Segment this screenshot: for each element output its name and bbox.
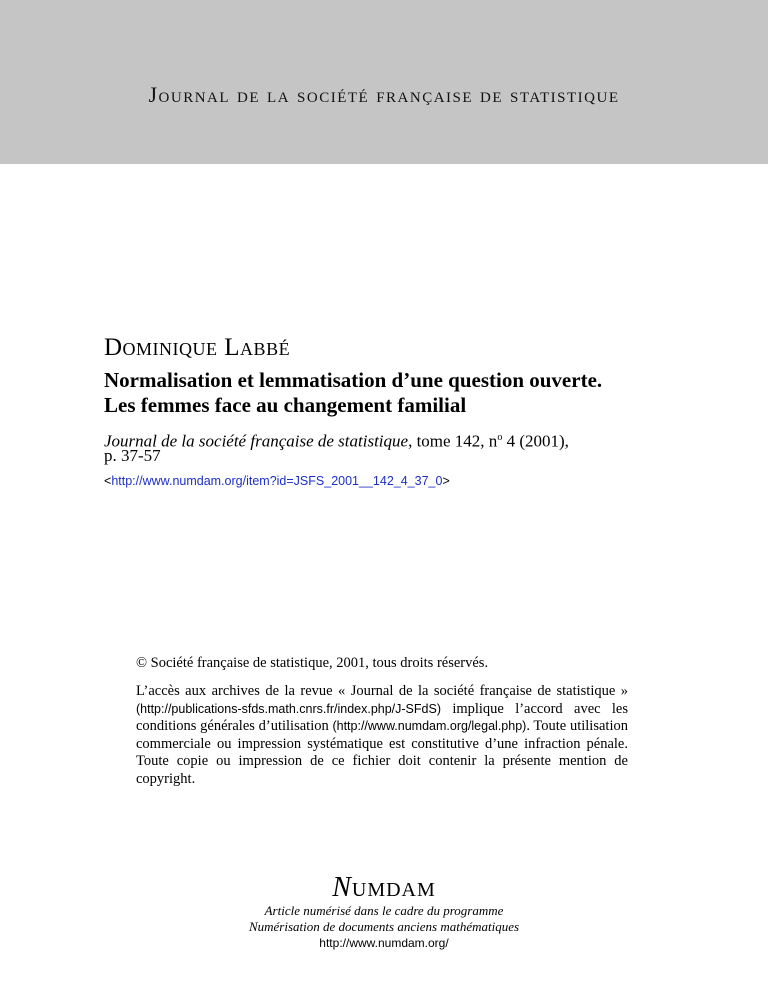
numdam-initial: N [332, 872, 352, 903]
url-open-bracket: < [104, 474, 112, 488]
footer-url[interactable]: http://www.numdam.org/ [319, 936, 449, 950]
access-text-1: L’accès aux archives de la revue « Journal de la société française de statistique » [136, 683, 628, 699]
article-url [104, 474, 450, 488]
journal-title: Journal de la société française de statistique [148, 82, 620, 107]
legal-url[interactable]: (http://www.numdam.org/legal.php) [332, 719, 527, 733]
footer-line2: Numérisation de documents anciens mathématiques [248, 919, 520, 934]
access-text-3: . Toute utilisation commerciale ou impression systématique est constitutive d’une infraction pénale. Toute copie ou impression de ce fichier doit contenir la présente mention de copyright. [136, 718, 628, 787]
footer-line1: Article numérisé dans le cadre du programme [264, 903, 504, 918]
article-title-line2: Les femmes face au changement familial [104, 393, 467, 417]
access-text-2: implique l’accord avec les conditions générales d’utilisation [136, 700, 628, 734]
article-url-link[interactable]: http://www.numdam.org/item?id=JSFS_2001__142_4_37_0 [111, 474, 443, 488]
url-close-bracket: > [442, 474, 450, 488]
sfds-url[interactable]: (http://publications-sfds.math.cnrs.fr/index.php/J-SFdS) [136, 701, 441, 716]
citation-issue: 4 (2001), [502, 431, 569, 451]
access-conditions [136, 683, 628, 788]
citation-volume: , tome 142, n [408, 431, 498, 451]
author-name: Dominique Labbé [104, 334, 291, 361]
numdam-rest: UMDAM [351, 879, 436, 901]
citation-journal: Journal de la société française de statistique [104, 431, 409, 451]
numdam-logo [0, 872, 768, 904]
copyright-notice: © Société française de statistique, 2001, tous droits réservés. [136, 655, 489, 671]
article-title-line1: Normalisation et lemmatisation d’une question ouverte. [104, 368, 603, 392]
citation-issue-sup: o [497, 432, 503, 443]
citation-pages: p. 37-57 [104, 446, 161, 465]
citation [104, 428, 664, 452]
